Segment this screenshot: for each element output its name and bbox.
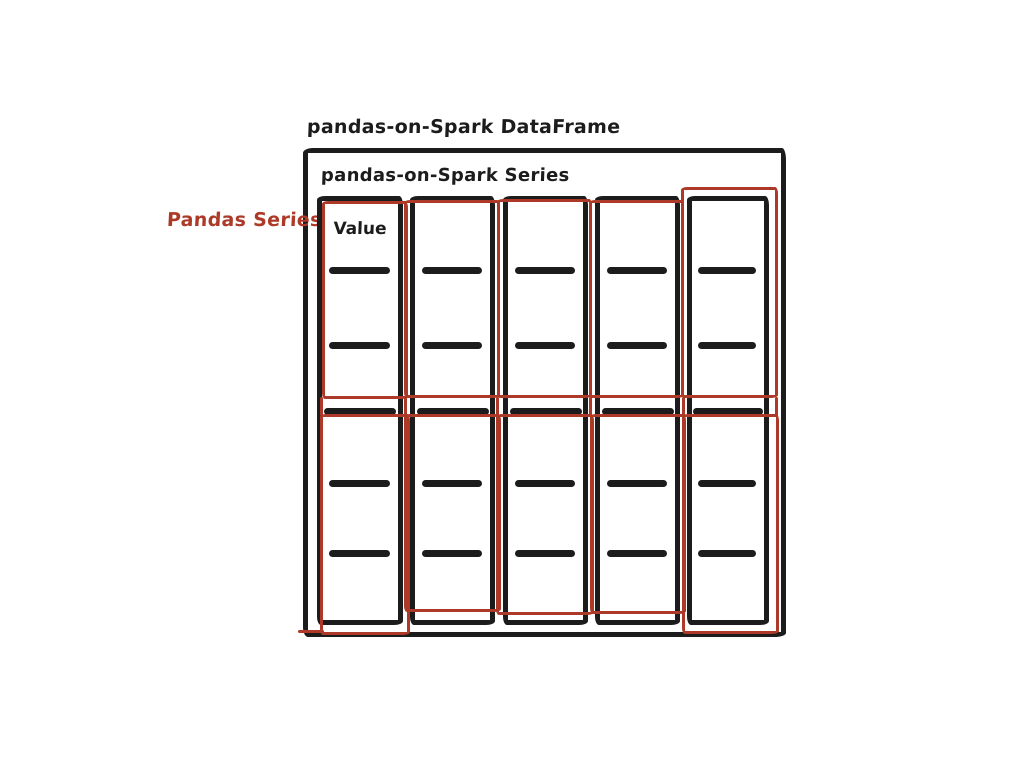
pandas-series-outline-stroke (775, 397, 778, 416)
pandas-series-outline-stroke (298, 630, 324, 633)
pandas-series-outline-stroke (496, 397, 499, 416)
pandas-series-outline (681, 187, 778, 398)
pandas-series-outline (496, 414, 594, 615)
pandas-series-outline-stroke (320, 397, 323, 416)
pandas-series-outline (404, 414, 501, 612)
pandas-series-outline (590, 414, 686, 614)
pandas-series-outline-stroke (589, 397, 592, 416)
pandas-series-outline-stroke (404, 397, 407, 416)
pandas-series-outline (682, 414, 779, 634)
series-inner-label: pandas-on-Spark Series (320, 165, 570, 186)
pandas-series-outline-stroke (682, 397, 685, 416)
dataframe-title: pandas-on-Spark DataFrame (306, 116, 621, 138)
pandas-series-label: Pandas Series (166, 209, 323, 231)
pandas-series-outline (589, 200, 684, 398)
pandas-series-outline (497, 199, 592, 398)
pandas-series-outline (320, 414, 410, 635)
value-column-header: Value (333, 219, 387, 239)
pandas-series-outline (322, 201, 408, 399)
pandas-series-outline (404, 200, 500, 398)
